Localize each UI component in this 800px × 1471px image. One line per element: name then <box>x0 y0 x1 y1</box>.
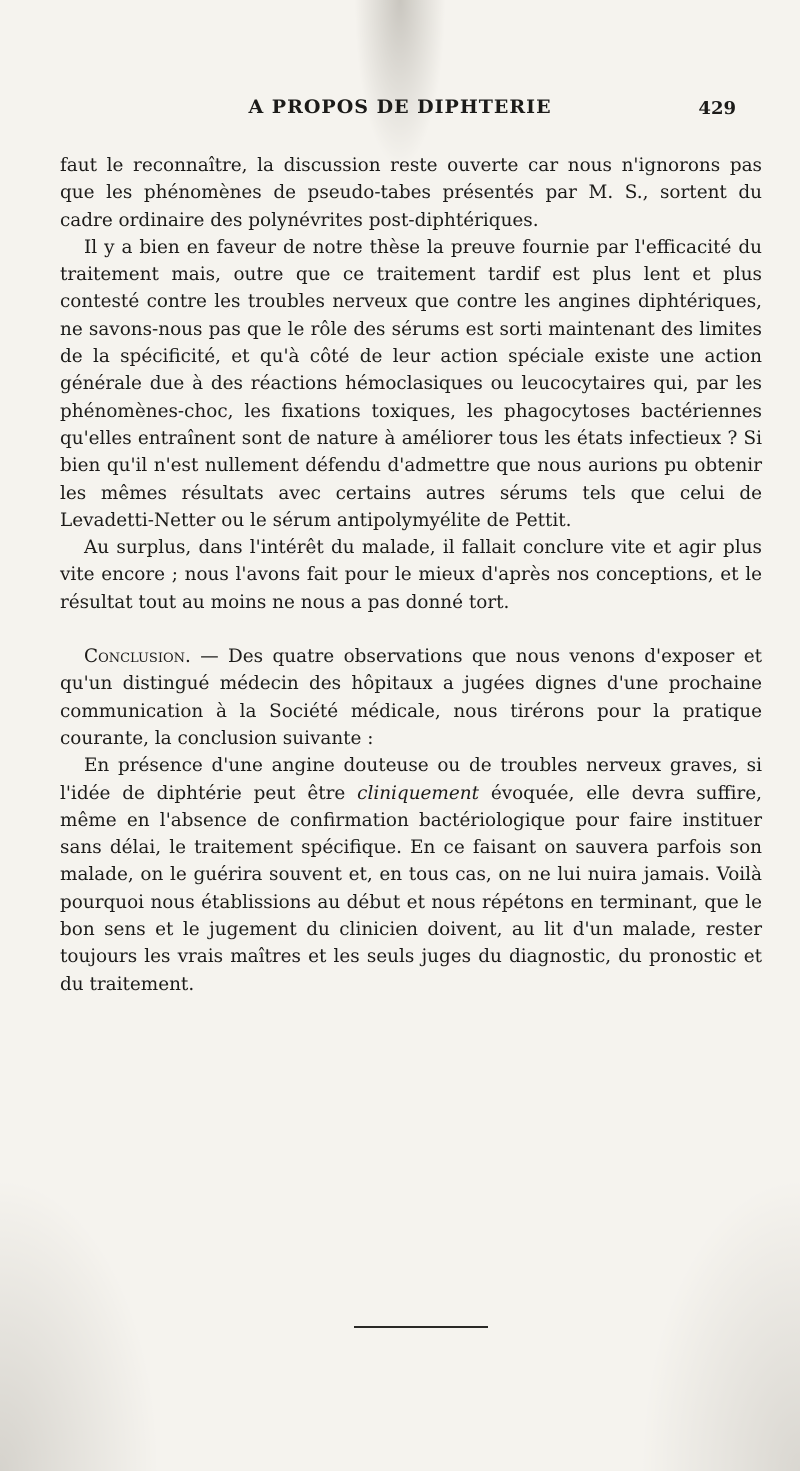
paragraph-thesis: Il y a bien en faveur de notre thèse la preuve fournie par l'efficacité du traitement mais, outre que ce traitement tardif est plus lent et plus contesté contre les troubles nerveux que contre les angines diphtériques, ne savons-nous pas que le rôle des sérums est sorti maintenant des limites de la spécificité, et qu'à côté de leur action spéciale existe une action générale due à des réactions hémoclasiques ou leucocytaires qui, par les phénomènes-choc, les fixations toxiques, les phagocytoses bactériennes qu'elles entraînent sont de nature à améliorer tous les états infectieux ? Si bien qu'il n'est nullement défendu d'admettre que nous aurions pu obtenir les mêmes résultats avec certains autres sérums tels que celui de Levadetti-Netter ou le sérum antipolymyélite de Pettit. <box>60 236 762 531</box>
conclusion-heading: Conclusion. <box>84 646 191 668</box>
page-header <box>0 96 800 126</box>
paragraph-conclusion <box>60 643 762 752</box>
paragraph-recommendation <box>60 752 762 998</box>
running-title: A PROPOS DE DIPHTERIE <box>248 96 552 118</box>
paragraph-surplus: Au surplus, dans l'intérêt du malade, il fallait conclure vite et agir plus vite encore ; nous l'avons fait pour le mieux d'après nos conceptions, et le résultat tout au moins ne nous a pas donné tort. <box>60 537 762 613</box>
recommendation-emphasis: cliniquement <box>357 782 479 804</box>
paragraph-continuation: faut le reconnaître, la discussion reste ouverte car nous n'ignorons pas que les phénomènes de pseudo-tabes présentés par M. S., sortent du cadre ordinaire des polynévrites post-diphtériques. <box>60 155 762 231</box>
closing-rule <box>354 1326 488 1328</box>
conclusion-text: — Des quatre observations que nous venons d'exposer et qu'un distingué médecin des hôpitaux a jugées dignes d'une prochaine communication à la Société médicale, nous tirérons pour la pratique courante, la conclusion suivante : <box>60 646 762 749</box>
recommendation-text-start: En présence d'une angine douteuse ou de troubles nerveux graves, si l'idée de diphtérie peut être <box>60 755 762 804</box>
page-number: 429 <box>698 98 736 119</box>
recommendation-text-end: évoquée, elle devra suffire, même en l'absence de confirmation bactériologique pour faire instituer sans délai, le traitement spécifique. En ce faisant on sauvera parfois son malade, on le guérira souvent et, en tous cas, on ne lui nuira jamais. Voilà pourquoi nous établissions au début et nous répétons en terminant, que le bon sens et le jugement du clinicien doivent, au lit d'un malade, rester toujours les vrais maîtres et les seuls juges du diagnostic, du pronostic et du traitement. <box>60 782 762 995</box>
body-text <box>60 152 762 998</box>
